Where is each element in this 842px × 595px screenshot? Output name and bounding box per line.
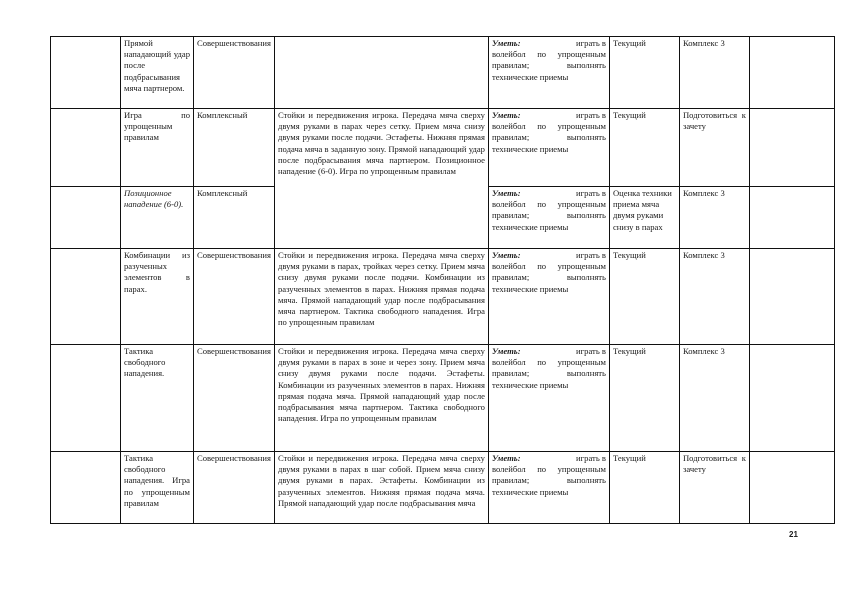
table-cell-empty	[749, 249, 834, 345]
table-cell-empty	[749, 345, 834, 452]
table-cell-empty	[749, 452, 834, 524]
homework-cell: Подготовиться к зачету	[679, 452, 749, 524]
table-row	[51, 452, 835, 524]
control-cell: Текущий	[609, 37, 679, 109]
skills-word: играть в	[576, 453, 606, 463]
topic-cell: Тактика свободного нападения. Игра по упрощенным правилам	[121, 452, 194, 524]
skills-text: волейбол по упрощенным правилам; выполнять технические приемы	[491, 121, 606, 154]
skills-word: играть в	[576, 110, 606, 120]
table-cell-empty	[749, 109, 834, 187]
topic-cell: Прямой нападающий удар после подбрасывания мяча партнером.	[121, 37, 194, 109]
control-cell: Текущий	[609, 345, 679, 452]
lesson-type-cell: Совершенствования	[194, 452, 275, 524]
skills-word: играть в	[576, 188, 606, 198]
homework-cell: Подготовиться к зачету	[679, 109, 749, 187]
lesson-type-cell: Совершенствования	[194, 37, 275, 109]
table-row	[51, 37, 835, 109]
skills-lead: Уметь:	[491, 188, 521, 198]
skills-lead: Уметь:	[491, 453, 521, 463]
table-cell-empty	[749, 37, 834, 109]
table-cell-empty	[51, 109, 121, 187]
control-cell: Текущий	[609, 452, 679, 524]
skills-cell	[488, 345, 609, 452]
topic-cell: Тактика свободного нападения.	[121, 345, 194, 452]
lesson-type-cell: Совершенствования	[194, 249, 275, 345]
table-row	[51, 345, 835, 452]
skills-cell	[488, 37, 609, 109]
skills-cell	[488, 249, 609, 345]
skills-text: волейбол по упрощенным правилам; выполнять технические приемы	[491, 357, 606, 390]
page-number: 21	[789, 530, 798, 539]
homework-cell: Комплекс 3	[679, 37, 749, 109]
lesson-type-cell: Комплексный	[194, 187, 275, 249]
skills-cell	[488, 109, 609, 187]
lesson-type-cell: Комплексный	[194, 109, 275, 187]
topic-cell: Игра по упрощенным правилам	[121, 109, 194, 187]
homework-cell: Комплекс 3	[679, 345, 749, 452]
skills-lead: Уметь:	[491, 250, 521, 260]
skills-text: волейбол по упрощенным правилам; выполнять технические приемы	[491, 261, 606, 294]
table-cell-empty	[51, 37, 121, 109]
table-cell-empty	[51, 249, 121, 345]
skills-word: играть в	[576, 38, 606, 48]
control-cell: Текущий	[609, 109, 679, 187]
content-cell: Стойки и передвижения игрока. Передача мяча сверху двумя руками в парах в зоне и через зону. Прием мяча снизу двумя руками после подачи. Эстафеты. Комбинации из разученных элементов в парах. Нижняя прямая подача мяча. Прямой нападающий удар после подбрасывания мяча партнером. Тактика свободного нападения. Игра по упрощенным правилам	[274, 345, 488, 452]
skills-lead: Уметь:	[491, 38, 521, 48]
skills-cell	[488, 187, 609, 249]
homework-cell: Комплекс 3	[679, 249, 749, 345]
table-cell-empty	[51, 452, 121, 524]
skills-word: играть в	[576, 250, 606, 260]
homework-cell: Комплекс 3	[679, 187, 749, 249]
skills-text: волейбол по упрощенным правилам; выполнять технические приемы	[491, 464, 606, 497]
control-cell: Текущий	[609, 249, 679, 345]
skills-lead: Уметь:	[491, 110, 521, 120]
skills-text: волейбол по упрощенным правилам; выполнять технические приемы	[491, 49, 606, 82]
table-row	[51, 109, 835, 187]
content-cell	[274, 37, 488, 109]
skills-word: играть в	[576, 346, 606, 356]
content-cell: Стойки и передвижения игрока. Передача мяча сверху двумя руками в парах, тройках через сетку. Прием мяча снизу двумя руками после подачи. Комбинации из разученных элементов в парах. Нижняя прямая подача мяча. Прямой нападающий удар после подбрасывания мяча партнером. Тактика свободного нападения. Игра по упрощенным правилам	[274, 249, 488, 345]
table-cell-empty	[749, 187, 834, 249]
table-cell-empty	[51, 187, 121, 249]
table-cell-empty	[51, 345, 121, 452]
skills-cell	[488, 452, 609, 524]
skills-text: волейбол по упрощенным правилам; выполнять технические приемы	[491, 199, 606, 232]
lesson-type-cell: Совершенствования	[194, 345, 275, 452]
skills-lead: Уметь:	[491, 346, 521, 356]
lesson-plan-table	[50, 36, 835, 524]
table-row	[51, 249, 835, 345]
content-cell: Стойки и передвижения игрока. Передача мяча сверху двумя руками в парах в шаг собой. Прием мяча снизу двумя руками в парах. Эстафеты. Комбинации из разученных элементов. Нижняя прямая подача мяча. Прямой нападающий удар после подбрасывания мяча	[274, 452, 488, 524]
content-cell: Стойки и передвижения игрока. Передача мяча сверху двумя руками в парах через сетку. Прием мяча снизу двумя руками после подачи. Эстафеты. Нижняя прямая подача мяча в заданную зону. Прямой нападающий удар после подбрасывания мяча партнером. Позиционное нападение (6-0). Игра по упрощенным правилам	[274, 109, 488, 249]
topic-cell: Позиционное нападение (6-0).	[121, 187, 194, 249]
control-cell: Оценка техники приема мяча двумя руками снизу в парах	[609, 187, 679, 249]
topic-cell: Комбинации из разученных элементов в парах.	[121, 249, 194, 345]
